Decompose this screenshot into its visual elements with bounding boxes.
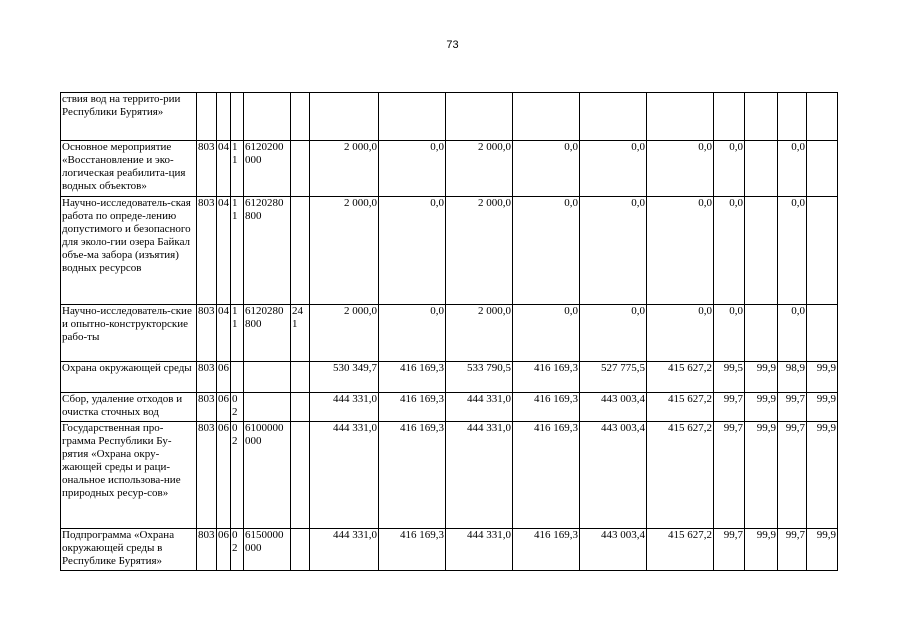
percent-2-cell bbox=[745, 305, 778, 362]
target-article-code-cell bbox=[244, 93, 291, 141]
subsection-code-cell bbox=[231, 93, 244, 141]
percent-2-cell bbox=[745, 141, 778, 197]
value-6-cell bbox=[647, 93, 714, 141]
percent-4-cell bbox=[807, 305, 838, 362]
target-article-code-cell: 6150000 000 bbox=[244, 529, 291, 571]
percent-1-cell: 99,5 bbox=[714, 362, 745, 393]
percent-2-cell bbox=[745, 197, 778, 305]
value-4-cell: 416 169,3 bbox=[513, 529, 580, 571]
expense-type-code-cell bbox=[291, 93, 310, 141]
percent-3-cell: 0,0 bbox=[778, 305, 807, 362]
section-code-cell: 04 bbox=[217, 305, 231, 362]
grbs-code-cell bbox=[197, 93, 217, 141]
percent-1-cell: 0,0 bbox=[714, 305, 745, 362]
subsection-code-cell: 11 bbox=[231, 305, 244, 362]
target-article-code-cell bbox=[244, 393, 291, 422]
value-5-cell: 0,0 bbox=[580, 305, 647, 362]
expense-type-code-cell bbox=[291, 197, 310, 305]
value-4-cell bbox=[513, 93, 580, 141]
value-3-cell: 444 331,0 bbox=[446, 422, 513, 529]
expense-type-code-cell bbox=[291, 362, 310, 393]
table-row bbox=[61, 141, 838, 197]
target-article-code-cell: 6120280 800 bbox=[244, 305, 291, 362]
subsection-code-cell: 02 bbox=[231, 393, 244, 422]
grbs-code-cell: 803 bbox=[197, 393, 217, 422]
section-code-cell: 06 bbox=[217, 529, 231, 571]
value-1-cell: 444 331,0 bbox=[310, 393, 379, 422]
subsection-code-cell: 11 bbox=[231, 141, 244, 197]
value-1-cell: 2 000,0 bbox=[310, 141, 379, 197]
value-3-cell: 2 000,0 bbox=[446, 305, 513, 362]
value-2-cell: 416 169,3 bbox=[379, 362, 446, 393]
percent-1-cell: 99,7 bbox=[714, 422, 745, 529]
subsection-code-cell: 02 bbox=[231, 529, 244, 571]
percent-1-cell: 99,7 bbox=[714, 529, 745, 571]
row-name-cell: Охрана окружающей среды bbox=[61, 362, 197, 393]
table-row bbox=[61, 362, 838, 393]
value-2-cell: 416 169,3 bbox=[379, 393, 446, 422]
value-3-cell bbox=[446, 93, 513, 141]
value-5-cell bbox=[580, 93, 647, 141]
table-row bbox=[61, 393, 838, 422]
percent-1-cell: 99,7 bbox=[714, 393, 745, 422]
table-row bbox=[61, 529, 838, 571]
value-2-cell: 0,0 bbox=[379, 197, 446, 305]
row-name-cell: Научно-исследователь-ская работа по опреде-лению допустимого и безопасного для эколо-гии озера Байкал объе-ма забора (изъятия) водных ресурсов bbox=[61, 197, 197, 305]
percent-3-cell bbox=[778, 93, 807, 141]
value-2-cell: 416 169,3 bbox=[379, 422, 446, 529]
value-1-cell: 444 331,0 bbox=[310, 529, 379, 571]
target-article-code-cell: 6120200 000 bbox=[244, 141, 291, 197]
percent-3-cell: 99,7 bbox=[778, 393, 807, 422]
value-6-cell: 415 627,2 bbox=[647, 362, 714, 393]
percent-3-cell: 99,7 bbox=[778, 529, 807, 571]
value-2-cell: 0,0 bbox=[379, 141, 446, 197]
expense-type-code-cell bbox=[291, 141, 310, 197]
grbs-code-cell: 803 bbox=[197, 305, 217, 362]
target-article-code-cell: 6120280 800 bbox=[244, 197, 291, 305]
value-1-cell: 444 331,0 bbox=[310, 422, 379, 529]
target-article-code-cell bbox=[244, 362, 291, 393]
grbs-code-cell: 803 bbox=[197, 362, 217, 393]
subsection-code-cell: 02 bbox=[231, 422, 244, 529]
percent-4-cell: 99,9 bbox=[807, 529, 838, 571]
table-row bbox=[61, 305, 838, 362]
percent-2-cell: 99,9 bbox=[745, 393, 778, 422]
section-code-cell: 06 bbox=[217, 393, 231, 422]
value-1-cell: 530 349,7 bbox=[310, 362, 379, 393]
row-name-cell: ствия вод на террито-рии Республики Бурятия» bbox=[61, 93, 197, 141]
value-5-cell: 443 003,4 bbox=[580, 393, 647, 422]
value-4-cell: 0,0 bbox=[513, 197, 580, 305]
expense-type-code-cell bbox=[291, 529, 310, 571]
percent-3-cell: 99,7 bbox=[778, 422, 807, 529]
grbs-code-cell: 803 bbox=[197, 141, 217, 197]
value-3-cell: 533 790,5 bbox=[446, 362, 513, 393]
value-6-cell: 0,0 bbox=[647, 305, 714, 362]
value-6-cell: 0,0 bbox=[647, 197, 714, 305]
expense-type-code-cell: 241 bbox=[291, 305, 310, 362]
row-name-cell: Научно-исследователь-ские и опытно-конструкторские рабо-ты bbox=[61, 305, 197, 362]
value-4-cell: 416 169,3 bbox=[513, 362, 580, 393]
expense-type-code-cell bbox=[291, 422, 310, 529]
value-6-cell: 415 627,2 bbox=[647, 393, 714, 422]
percent-4-cell bbox=[807, 197, 838, 305]
value-2-cell: 416 169,3 bbox=[379, 529, 446, 571]
section-code-cell: 04 bbox=[217, 197, 231, 305]
row-name-cell: Государственная про-грамма Республики Бу-рятия «Охрана окру-жающей среды и раци-ональное использова-ние природных ресур-сов» bbox=[61, 422, 197, 529]
value-4-cell: 0,0 bbox=[513, 141, 580, 197]
value-4-cell: 416 169,3 bbox=[513, 422, 580, 529]
value-1-cell: 2 000,0 bbox=[310, 197, 379, 305]
target-article-code-cell: 6100000 000 bbox=[244, 422, 291, 529]
percent-2-cell: 99,9 bbox=[745, 362, 778, 393]
percent-3-cell: 0,0 bbox=[778, 141, 807, 197]
row-name-cell: Подпрограмма «Охрана окружающей среды в Республике Бурятия» bbox=[61, 529, 197, 571]
percent-2-cell: 99,9 bbox=[745, 422, 778, 529]
value-3-cell: 2 000,0 bbox=[446, 141, 513, 197]
percent-4-cell bbox=[807, 93, 838, 141]
percent-4-cell: 99,9 bbox=[807, 422, 838, 529]
value-5-cell: 527 775,5 bbox=[580, 362, 647, 393]
value-5-cell: 443 003,4 bbox=[580, 422, 647, 529]
percent-1-cell: 0,0 bbox=[714, 197, 745, 305]
table-row bbox=[61, 197, 838, 305]
value-4-cell: 0,0 bbox=[513, 305, 580, 362]
percent-1-cell bbox=[714, 93, 745, 141]
value-2-cell bbox=[379, 93, 446, 141]
budget-table bbox=[60, 92, 838, 571]
value-6-cell: 0,0 bbox=[647, 141, 714, 197]
percent-2-cell bbox=[745, 93, 778, 141]
value-6-cell: 415 627,2 bbox=[647, 529, 714, 571]
page-number: 73 bbox=[446, 39, 459, 51]
section-code-cell: 06 bbox=[217, 422, 231, 529]
percent-4-cell: 99,9 bbox=[807, 393, 838, 422]
section-code-cell bbox=[217, 93, 231, 141]
percent-3-cell: 98,9 bbox=[778, 362, 807, 393]
section-code-cell: 04 bbox=[217, 141, 231, 197]
value-1-cell bbox=[310, 93, 379, 141]
subsection-code-cell: 11 bbox=[231, 197, 244, 305]
subsection-code-cell bbox=[231, 362, 244, 393]
value-3-cell: 444 331,0 bbox=[446, 393, 513, 422]
grbs-code-cell: 803 bbox=[197, 529, 217, 571]
value-6-cell: 415 627,2 bbox=[647, 422, 714, 529]
percent-1-cell: 0,0 bbox=[714, 141, 745, 197]
value-2-cell: 0,0 bbox=[379, 305, 446, 362]
grbs-code-cell: 803 bbox=[197, 422, 217, 529]
row-name-cell: Основное мероприятие «Восстановление и эко-логическая реабилита-ция водных объектов» bbox=[61, 141, 197, 197]
section-code-cell: 06 bbox=[217, 362, 231, 393]
value-3-cell: 2 000,0 bbox=[446, 197, 513, 305]
value-5-cell: 0,0 bbox=[580, 141, 647, 197]
value-3-cell: 444 331,0 bbox=[446, 529, 513, 571]
percent-3-cell: 0,0 bbox=[778, 197, 807, 305]
percent-4-cell: 99,9 bbox=[807, 362, 838, 393]
table-row bbox=[61, 422, 838, 529]
grbs-code-cell: 803 bbox=[197, 197, 217, 305]
percent-4-cell bbox=[807, 141, 838, 197]
value-4-cell: 416 169,3 bbox=[513, 393, 580, 422]
row-name-cell: Сбор, удаление отходов и очистка сточных вод bbox=[61, 393, 197, 422]
table-row bbox=[61, 93, 838, 141]
value-1-cell: 2 000,0 bbox=[310, 305, 379, 362]
percent-2-cell: 99,9 bbox=[745, 529, 778, 571]
value-5-cell: 443 003,4 bbox=[580, 529, 647, 571]
expense-type-code-cell bbox=[291, 393, 310, 422]
value-5-cell: 0,0 bbox=[580, 197, 647, 305]
